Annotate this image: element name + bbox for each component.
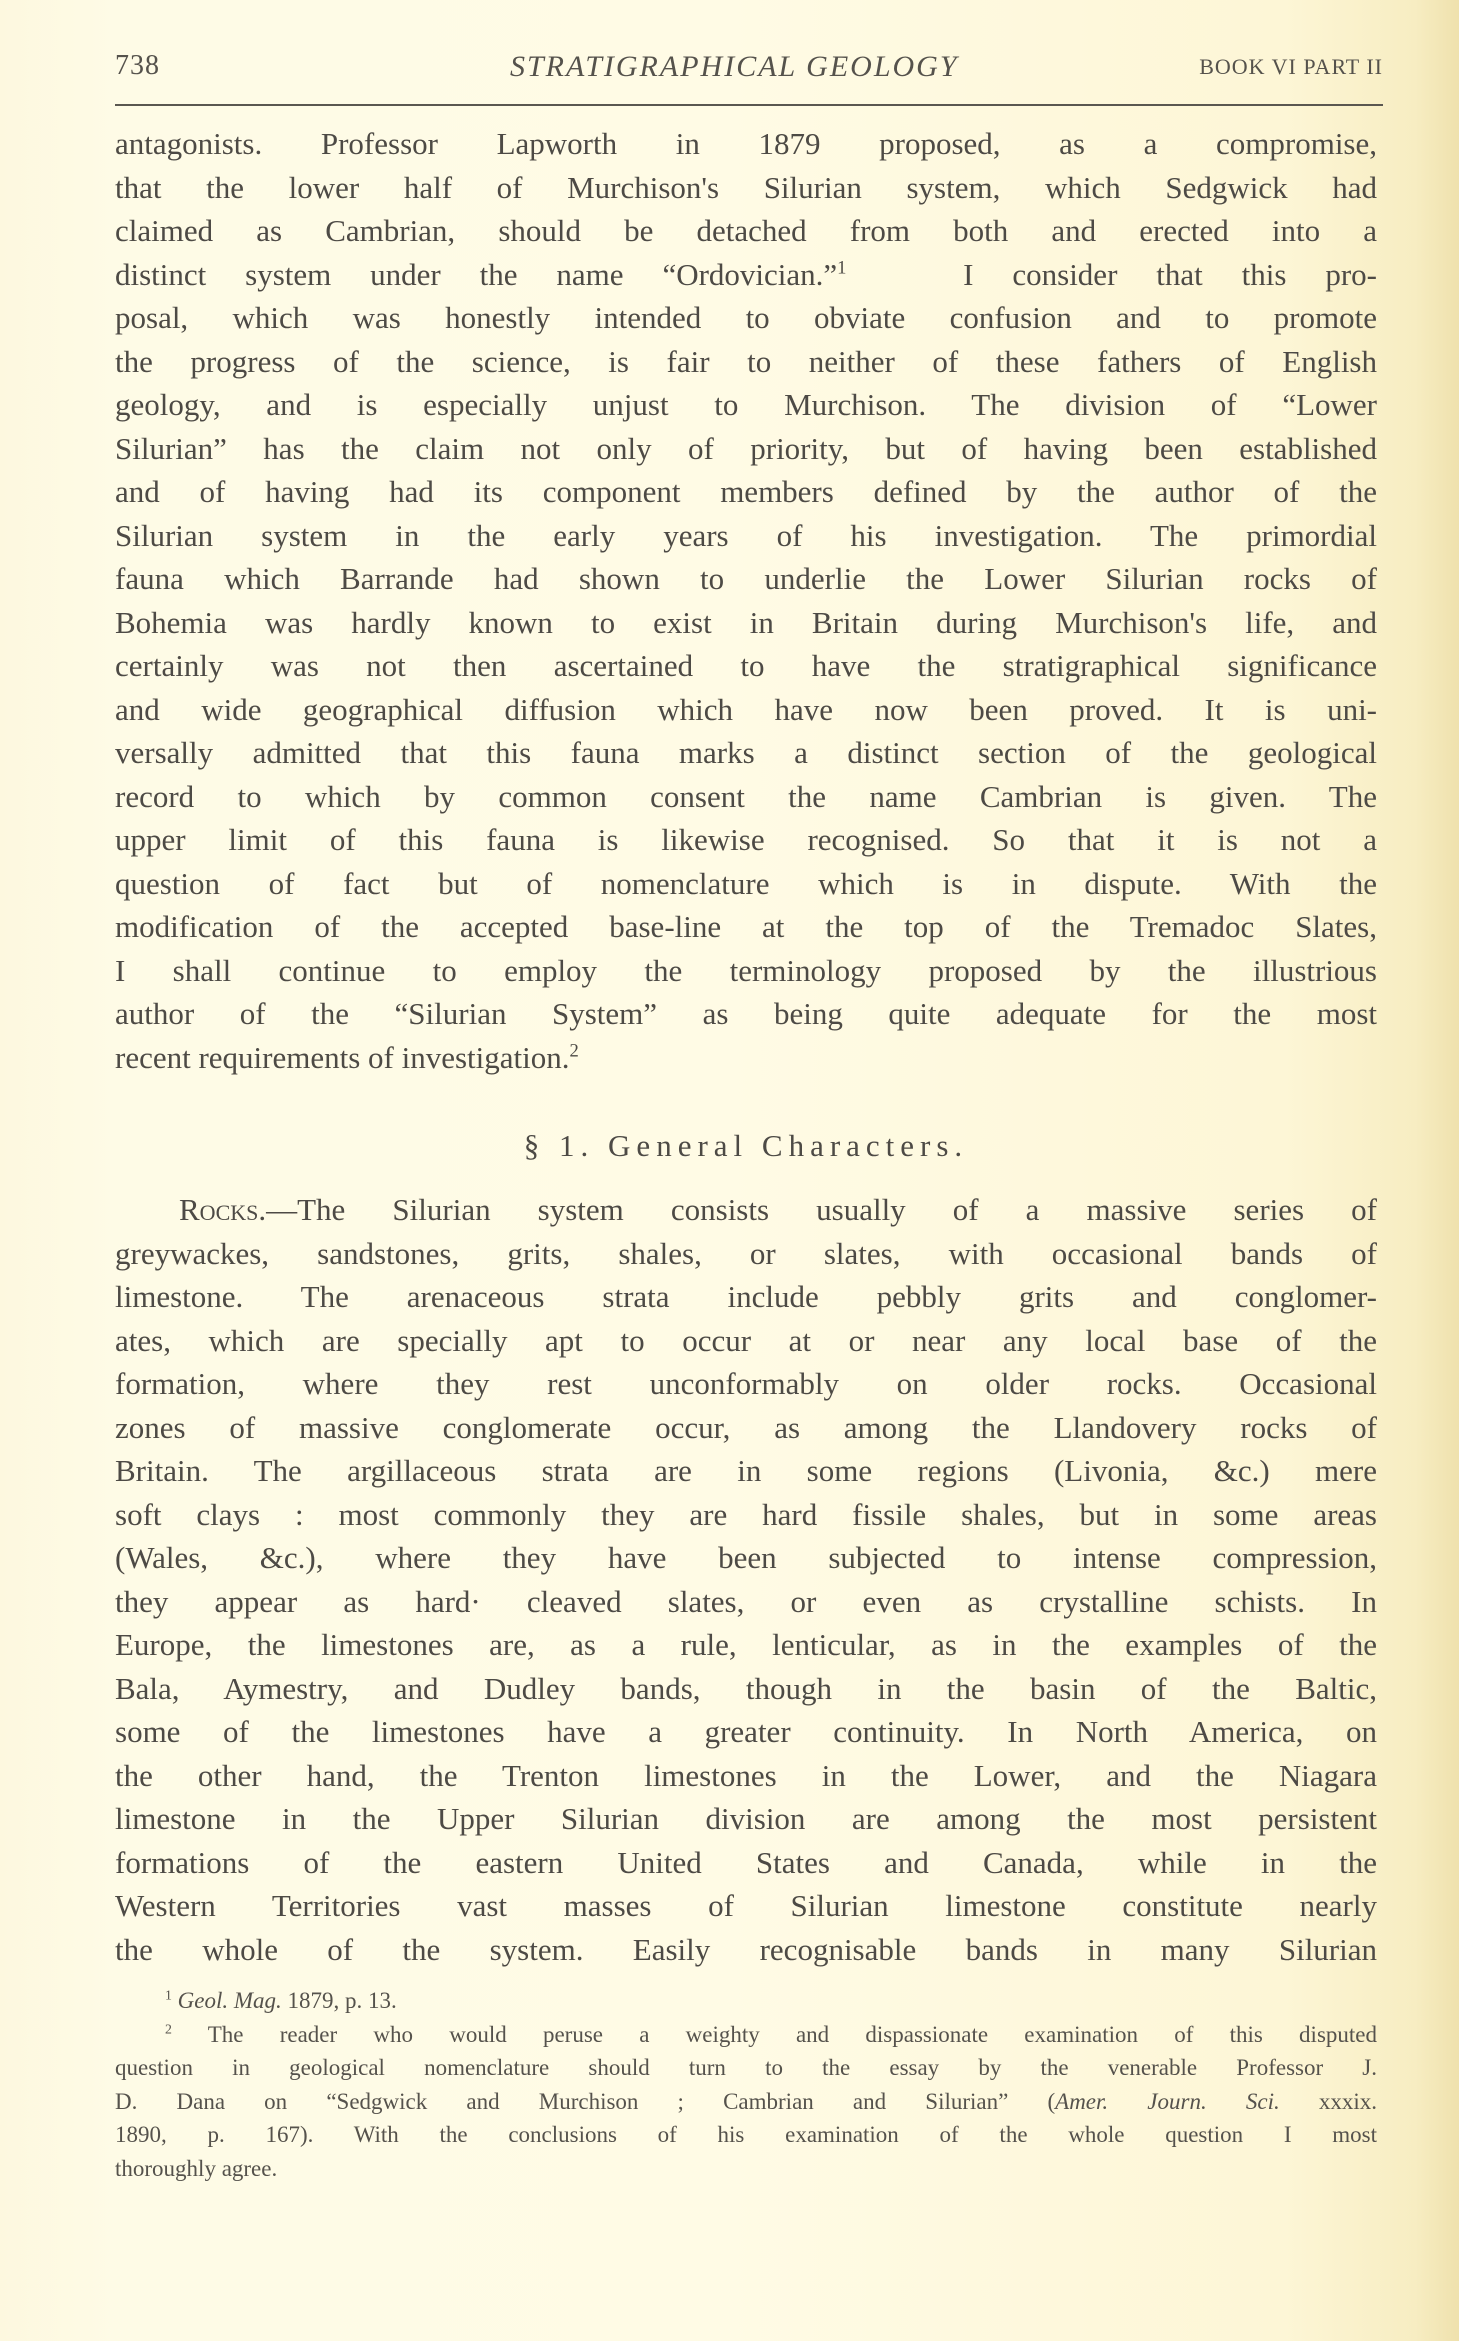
footnote-ref-1[interactable]: 1 [837, 257, 847, 279]
text-line: versally admitted that this fauna marks a distinct section of the geological [115, 735, 1377, 770]
text-line: formation, where they rest unconformably on older rocks. Occasional [115, 1366, 1377, 1401]
text-line: and wide geographical diffusion which have now been proved. It is uni- [115, 691, 1377, 727]
text-line: antagonists. Professor Lapworth in 1879 proposed, as a compromise, [115, 126, 1377, 161]
text-line: posal, which was honestly intended to obviate confusion and to promote [115, 300, 1377, 335]
text-line: limestone in the Upper Silurian division are among the most persistent [115, 1801, 1377, 1836]
footnote-text: 1879, p. 13. [281, 1988, 397, 2013]
footnote-line: thoroughly agree. [115, 2155, 278, 2181]
text-line-with-footnote-ref [115, 1036, 1377, 1080]
text-line: question of fact but of nomenclature which is in dispute. With the [115, 865, 1377, 901]
footnote-text: The reader who would peruse a weighty and dispassionate examination of this disputed [207, 2021, 1377, 2047]
text-line: certainly was not then ascertained to have the stratigraphical significance [115, 648, 1377, 683]
rocks-paragraph [115, 1188, 1377, 1971]
text-line: geology, and is especially unjust to Murchison. The division of “Lower [115, 387, 1377, 422]
text-line-with-footnote-ref [115, 253, 1377, 297]
text-line: upper limit of this fauna is likewise recognised. So that it is not a [115, 822, 1377, 857]
page-number: 738 [115, 50, 160, 81]
text-fragment: recent requirements of investigation. [115, 1039, 570, 1075]
footnote-line [115, 2085, 1377, 2119]
intro-paragraph [115, 122, 1377, 1079]
text-line: that the lower half of Murchison's Silurian system, which Sedgwick had [115, 169, 1377, 205]
footnote-citation-title: Amer. Journ. Sci. [1055, 2088, 1280, 2114]
text-line: I shall continue to employ the terminology proposed by the illustrious [115, 952, 1377, 988]
text-line: greywackes, sandstones, grits, shales, or slates, with occasional bands of [115, 1235, 1377, 1271]
text-line: Bala, Aymestry, and Dudley bands, though in the basin of the Baltic, [115, 1670, 1377, 1706]
text-fragment: I consider that this pro- [963, 256, 1377, 292]
text-line: Europe, the limestones are, as a rule, lenticular, as in the examples of the [115, 1627, 1377, 1662]
footnote-line: 1890, p. 167). With the conclusions of his examination of the whole question I most [115, 2122, 1377, 2147]
text-line: claimed as Cambrian, should be detached from both and erected into a [115, 213, 1377, 248]
footnote-text: D. Dana on “Sedgwick and Murchison ; Cambrian and Silurian” ( [115, 2088, 1056, 2114]
footnote-ref-2[interactable]: 2 [569, 1040, 579, 1062]
footnote-marker: 1 [165, 1987, 172, 2003]
text-line: some of the limestones have a greater continuity. In North America, on [115, 1714, 1377, 1749]
footnote-citation-title: Geol. Mag. [177, 1988, 282, 2013]
running-head [115, 50, 1383, 90]
text-line: Silurian” has the claim not only of priority, but of having been established [115, 430, 1377, 466]
text-line: author of the “Silurian System” as being quite adequate for the most [115, 996, 1377, 1031]
text-line: soft clays : most commonly they are hard fissile shales, but in some areas [115, 1496, 1377, 1532]
run-in-heading: Rocks. [179, 1192, 267, 1227]
footnote-2 [115, 2018, 1377, 2186]
text-line: (Wales, &c.), where they have been subjected to intense compression, [115, 1540, 1377, 1575]
text-line: Bohemia was hardly known to exist in Britain during Murchison's life, and [115, 604, 1377, 640]
running-title: STRATIGRAPHICAL GEOLOGY [510, 50, 959, 83]
section-heading: § 1. General Characters. [523, 1128, 969, 1163]
footnote-marker: 2 [165, 2020, 172, 2036]
text-line: Western Territories vast masses of Silurian limestone constitute nearly [115, 1888, 1377, 1923]
text-line: limestone. The arenaceous strata include pebbly grits and conglomer- [115, 1279, 1377, 1314]
text-line: Britain. The argillaceous strata are in some regions (Livonia, &c.) mere [115, 1453, 1377, 1488]
text-line: and of having had its component members defined by the author of the [115, 474, 1377, 509]
text-line: the other hand, the Trenton limestones in the Lower, and the Niagara [115, 1757, 1377, 1793]
text-fragment: —The Silurian system consists usually of a massive series of [266, 1192, 1377, 1227]
text-line: record to which by common consent the name Cambrian is given. The [115, 778, 1377, 814]
text-line: the whole of the system. Easily recognisable bands in many Silurian [115, 1931, 1377, 1967]
footnote-1 [115, 1984, 1377, 2018]
text-fragment: distinct system under the name “Ordovician.” [115, 256, 838, 292]
text-line: they appear as hard· cleaved slates, or even as crystalline schists. In [115, 1583, 1377, 1619]
text-line: fauna which Barrande had shown to underlie the Lower Silurian rocks of [115, 561, 1377, 596]
footnotes [115, 1984, 1377, 2185]
header-rule [115, 104, 1383, 106]
text-line: modification of the accepted base-line at the top of the Tremadoc Slates, [115, 909, 1377, 944]
text-line: Silurian system in the early years of his investigation. The primordial [115, 517, 1377, 553]
footnote-line [115, 2018, 1377, 2052]
running-part: BOOK VI PART II [1199, 54, 1383, 79]
text-line: ates, which are specially apt to occur at or near any local base of the [115, 1322, 1377, 1358]
footnote-line: question in geological nomenclature should turn to the essay by the venerable Professor J. [115, 2055, 1377, 2080]
text-line: formations of the eastern United States and Canada, while in the [115, 1844, 1377, 1880]
text-line [115, 1188, 1377, 1232]
footnote-text: xxxix. [1279, 2088, 1378, 2114]
text-line: zones of massive conglomerate occur, as among the Llandovery rocks of [115, 1409, 1377, 1445]
text-line: the progress of the science, is fair to neither of these fathers of English [115, 343, 1377, 379]
